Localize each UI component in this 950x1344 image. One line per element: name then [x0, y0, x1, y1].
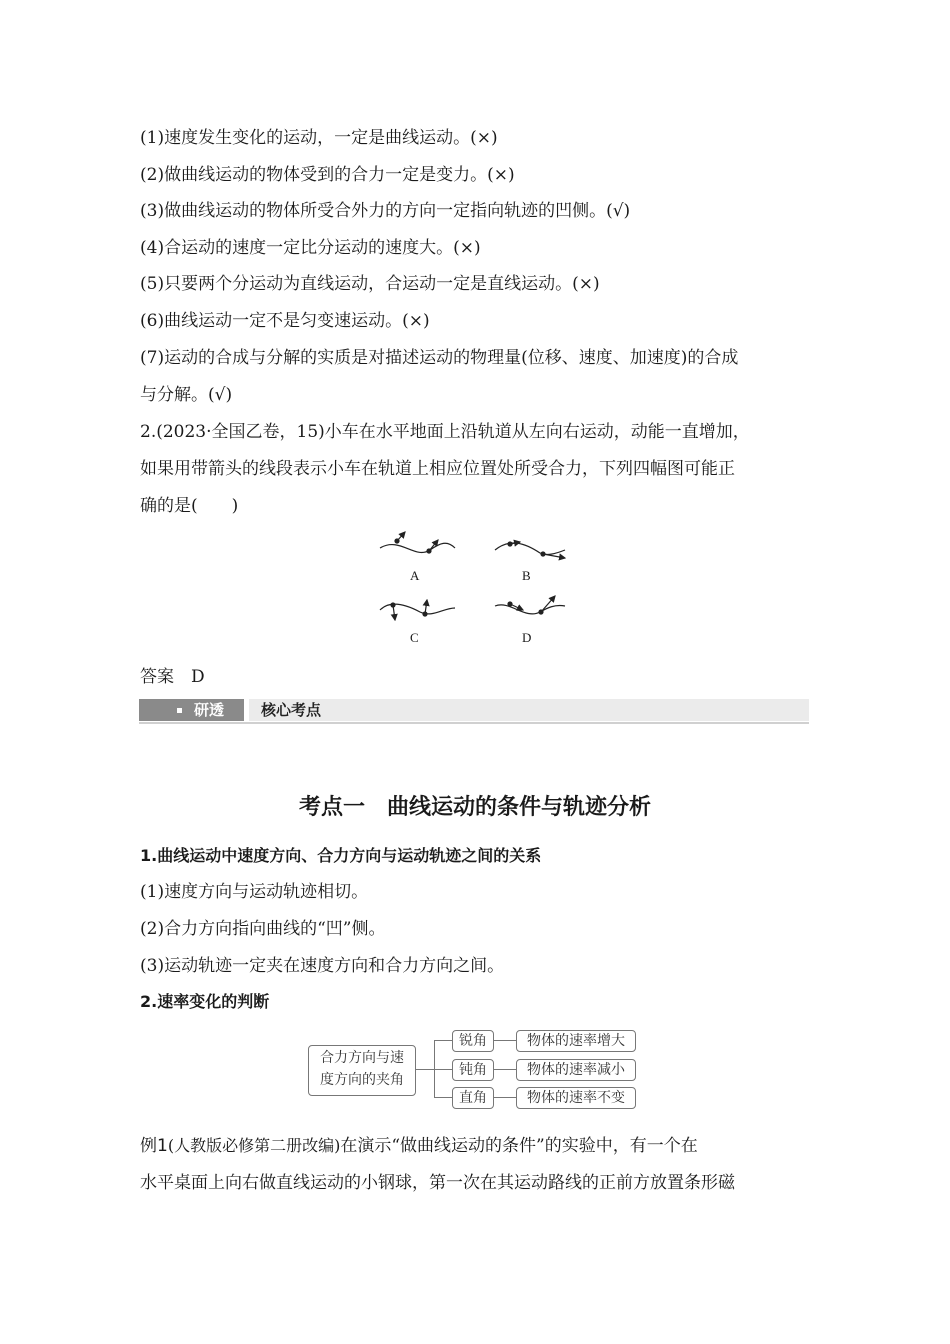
option-d-curve	[495, 596, 565, 614]
diagram-angle-acute: 锐角	[452, 1030, 494, 1052]
question2-line1: 2.(2023·全国乙卷，15)小车在水平地面上沿轨道从左向右运动，动能一直增加，	[140, 422, 750, 442]
diagram-result-increase: 物体的速率增大	[516, 1030, 636, 1052]
section-banner	[139, 699, 809, 724]
diagram-root-box	[308, 1045, 416, 1096]
option-b-label: B	[522, 568, 531, 583]
example1-text1: 在演示“做曲线运动的条件”的实验中，有一个在	[340, 1136, 698, 1156]
example1-line2: 水平桌面上向右做直线运动的小钢球，第一次在其运动路线的正前方放置条形磁	[140, 1173, 735, 1193]
point2-heading: 2.速率变化的判断	[140, 992, 270, 1011]
diagram-connector-3	[434, 1097, 452, 1098]
diagram-link-1	[494, 1040, 516, 1041]
diagram-root-line1: 合力方向与速	[320, 1050, 404, 1066]
diagram-root-line2: 度方向的夹角	[320, 1072, 404, 1088]
banner-underline	[139, 722, 809, 724]
diagram-result-decrease: 物体的速率减小	[516, 1059, 636, 1081]
point1-heading: 1.曲线运动中速度方向、合力方向与运动轨迹之间的关系	[140, 846, 542, 865]
option-b-curve	[495, 542, 565, 558]
example1-prefix: 例1	[140, 1136, 168, 1156]
judgment-1: (1)速度发生变化的运动，一定是曲线运动。(×)	[140, 128, 498, 148]
section-title: 考点一 曲线运动的条件与轨迹分析	[298, 795, 651, 820]
example1-line1	[140, 1135, 698, 1157]
diagram-result-unchanged: 物体的速率不变	[516, 1087, 636, 1109]
point1-item-1: (1)速度方向与运动轨迹相切。	[140, 882, 369, 902]
answer-text: 答案 D	[140, 667, 205, 687]
bullet-icon	[177, 708, 182, 713]
question2-line3: 确的是( )	[140, 496, 239, 516]
banner-right	[249, 699, 809, 721]
judgment-5: (5)只要两个分运动为直线运动，合运动一定是直线运动。(×)	[140, 274, 600, 294]
banner-right-label: 核心考点	[261, 701, 322, 719]
diagram-connector-1	[434, 1040, 452, 1041]
judgment-4: (4)合运动的速度一定比分运动的速度大。(×)	[140, 238, 481, 258]
judgment-2: (2)做曲线运动的物体受到的合力一定是变力。(×)	[140, 165, 515, 185]
example1-source: (人教版必修第二册改编)	[167, 1136, 341, 1155]
diagram-link-3	[494, 1097, 516, 1098]
option-c-label: C	[410, 630, 419, 645]
diagram-angle-obtuse: 钝角	[452, 1059, 494, 1081]
judgment-6: (6)曲线运动一定不是匀变速运动。(×)	[140, 311, 430, 331]
option-a-curve	[380, 532, 455, 553]
question2-line2: 如果用带箭头的线段表示小车在轨道上相应位置处所受合力，下列四幅图可能正	[140, 459, 735, 479]
options-figure	[375, 528, 575, 648]
point1-item-3: (3)运动轨迹一定夹在速度方向和合力方向之间。	[140, 956, 505, 976]
banner-left	[139, 699, 244, 721]
judgment-7-cont: 与分解。(√)	[140, 385, 233, 405]
diagram-connector-root	[415, 1069, 435, 1070]
diagram-angle-right: 直角	[452, 1087, 494, 1109]
option-d-label: D	[522, 630, 532, 645]
banner-left-label: 研透	[194, 701, 225, 719]
option-c-curve	[380, 600, 455, 620]
point1-item-2: (2)合力方向指向曲线的“凹”侧。	[140, 919, 386, 939]
judgment-3: (3)做曲线运动的物体所受合外力的方向一定指向轨迹的凹侧。(√)	[140, 201, 631, 221]
judgment-7: (7)运动的合成与分解的实质是对描述运动的物理量(位移、速度、加速度)的合成	[140, 348, 739, 368]
diagram-connector-2	[434, 1069, 452, 1070]
option-a-label: A	[410, 568, 420, 583]
diagram-link-2	[494, 1069, 516, 1070]
